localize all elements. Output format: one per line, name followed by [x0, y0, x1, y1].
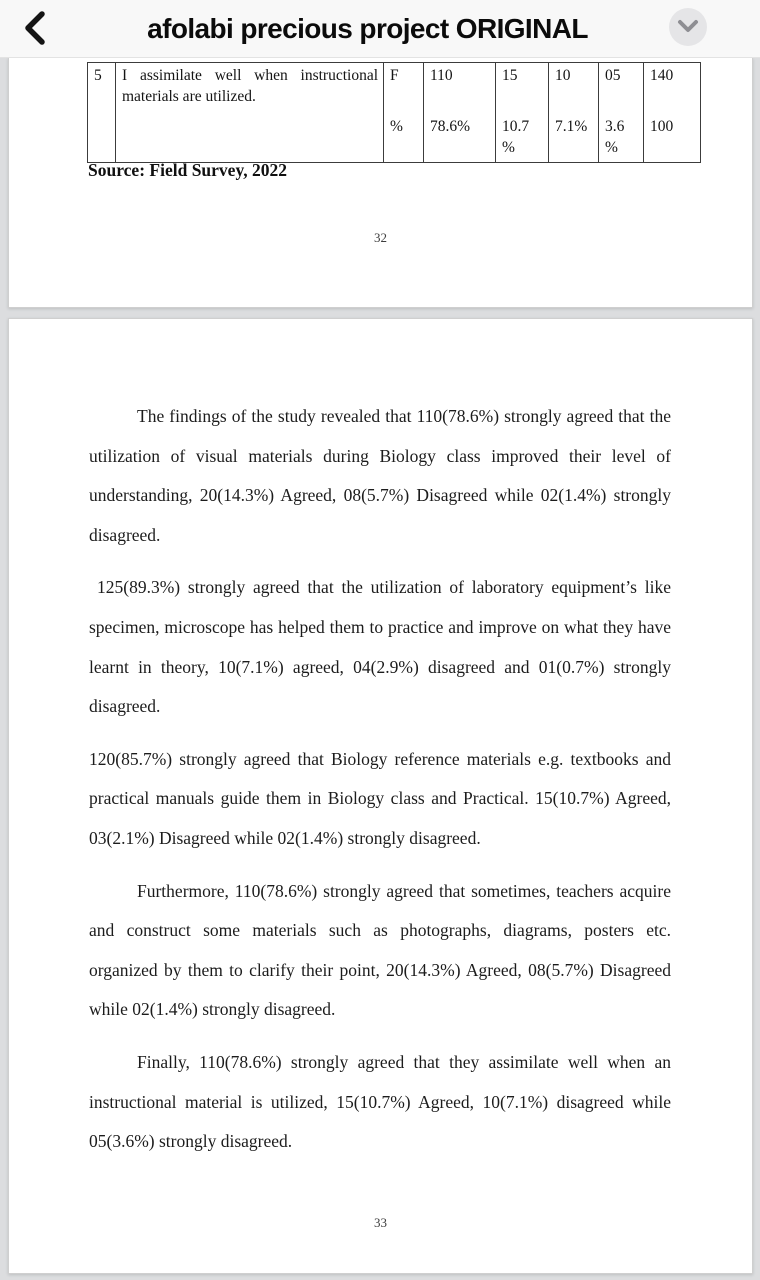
disagree-cell: [549, 63, 599, 163]
findings-paragraph: 125(89.3%) strongly agreed that the utilization of laboratory equipment’s like specimen, microscope has helped them to practice and improve on what they have learnt in theory, 10(7.1%) agreed, 04(2.9%) disagreed and 01(0.7%) strongly disagreed.: [89, 577, 671, 717]
page-number: 32: [374, 230, 387, 245]
statement-cell: I assimilate well when instructional materials are utilized.: [116, 63, 384, 163]
total-cell: [644, 63, 701, 163]
findings-text-block: [89, 397, 671, 1175]
value-percent: 10.7 %: [502, 118, 530, 156]
strongly-disagree-cell: [599, 63, 644, 163]
findings-paragraph: Furthermore, 110(78.6%) strongly agreed that sometimes, teachers acquire and construct some materials such as photographs, diagrams, posters etc. organized by them to clarify their point, 20(14.3%) Agreed, 08(5.7%) Disagreed while 02(1.4%) strongly disagreed.: [89, 880, 671, 1020]
document-page-33: [8, 318, 753, 1274]
findings-paragraph: Finally, 110(78.6%) strongly agreed that they assimilate well when an instructional material is utilized, 15(10.7%) Agreed, 10(7.1%) disagreed while 05(3.6%) strongly disagreed.: [89, 1051, 671, 1152]
value-frequency: 15: [502, 67, 518, 84]
document-title: afolabi precious project ORIGINAL: [147, 13, 588, 44]
survey-results-table: [87, 62, 701, 163]
value-percent: 7.1%: [555, 118, 588, 135]
chevron-left-icon: [22, 10, 48, 49]
value-percent: 78.6%: [430, 118, 471, 135]
findings-paragraph: 120(85.7%) strongly agreed that Biology reference materials e.g. textbooks and practical manuals guide them in Biology class and Practical. 15(10.7%) Agreed, 03(2.1%) Disagreed while 02(1.4%) strongly disagreed.: [89, 748, 671, 848]
agree-cell: [496, 63, 549, 163]
chevron-down-icon: [677, 19, 699, 36]
row-number-cell: 5: [88, 63, 116, 163]
value-frequency: 110: [430, 67, 453, 84]
percent-label: %: [390, 118, 403, 135]
value-percent: 3.6 %: [605, 118, 625, 156]
document-page-32: [8, 58, 753, 308]
value-frequency: 05: [605, 67, 621, 84]
freq-percent-label-cell: [384, 63, 424, 163]
freq-label: F: [390, 67, 399, 84]
value-frequency: 140: [650, 67, 674, 84]
table-row: [88, 63, 701, 163]
app-header: [0, 0, 760, 58]
findings-paragraph: The findings of the study revealed that 110(78.6%) strongly agreed that the utilization of visual materials during Biology class improved their level of understanding, 20(14.3%) Agreed, 08(5.7%) Disagreed while 02(1.4%) strongly disagreed.: [89, 406, 671, 545]
title-expand-button[interactable]: [669, 8, 707, 46]
value-percent: 100: [650, 118, 674, 135]
back-button[interactable]: [12, 8, 58, 50]
value-frequency: 10: [555, 67, 571, 84]
table-source-caption: Source: Field Survey, 2022: [88, 160, 287, 180]
page-number: 33: [374, 1215, 387, 1230]
strongly-agree-cell: [424, 63, 496, 163]
